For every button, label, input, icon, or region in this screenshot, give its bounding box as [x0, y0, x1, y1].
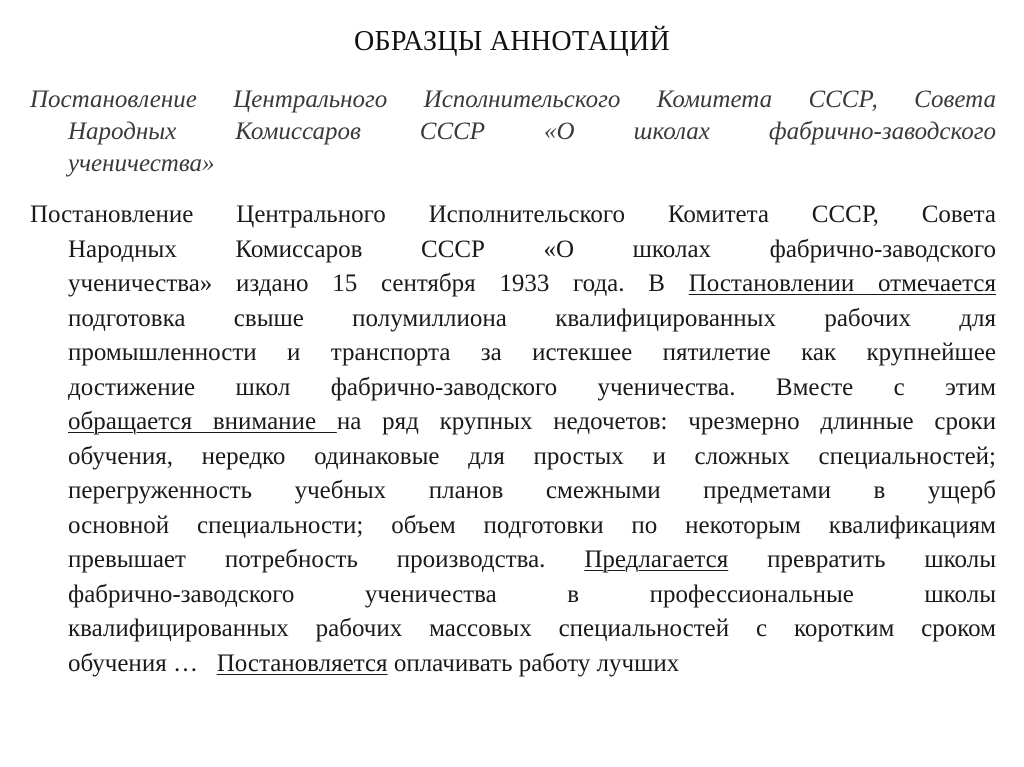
body-line: квалифицированных рабочих массовых специальностей с коротким сроком	[68, 615, 996, 642]
subtitle-line: ученичества»	[68, 150, 215, 177]
underlined-phrase: Предлагается	[584, 546, 729, 573]
underlined-phrase: Постановляется	[216, 649, 388, 677]
body-line: перегруженность учебных планов смежными предметами в ущерб	[68, 477, 996, 504]
body-text: на ряд крупных недочетов: чрезмерно длинные сроки	[336, 408, 996, 435]
body-line	[30, 647, 996, 682]
annotation-body	[30, 198, 996, 681]
body-line: обучения, нередко одинаковые для простых и сложных специальностей;	[68, 442, 996, 470]
body-line	[30, 267, 996, 302]
body-line: Народных Комиссаров СССР «О школах фабрично-заводского	[68, 235, 996, 263]
page-title: ОБРАЗЦЫ АННОТАЦИЙ	[353, 26, 671, 57]
body-text: превратить школы	[728, 546, 997, 573]
body-text: оплачивать работу лучших	[387, 649, 680, 677]
body-line: промышленности и транспорта за истекшее пятилетие как крупнейшее	[68, 339, 996, 366]
body-line: фабрично-заводского ученичества в профессиональные школы	[68, 580, 996, 608]
body-line: достижение школ фабрично-заводского ученичества. Вместе с этим	[68, 373, 996, 401]
body-line: подготовка свыше полумиллиона квалифицированных рабочих для	[68, 304, 996, 332]
body-line	[30, 543, 996, 578]
underlined-phrase: обращается внимание	[68, 408, 337, 435]
body-text: обучения …	[68, 649, 217, 677]
body-text: превышает потребность производства.	[68, 546, 585, 573]
body-line: основной специальности; объем подготовки по некоторым квалификациям	[68, 511, 996, 539]
annotation-subtitle	[30, 84, 996, 180]
body-text: ученичества» издано 15 сентября 1933 года. В	[68, 270, 689, 297]
body-line: Постановление Центрального Исполнительского Комитета СССР, Совета	[30, 201, 996, 228]
subtitle-line: Постановление Центрального Исполнительского Комитета СССР, Совета	[30, 86, 996, 113]
subtitle-line: Народных Комиссаров СССР «О школах фабрично-заводского	[68, 118, 996, 145]
underlined-phrase: Постановлении отмечается	[688, 270, 996, 297]
body-line	[30, 405, 996, 440]
